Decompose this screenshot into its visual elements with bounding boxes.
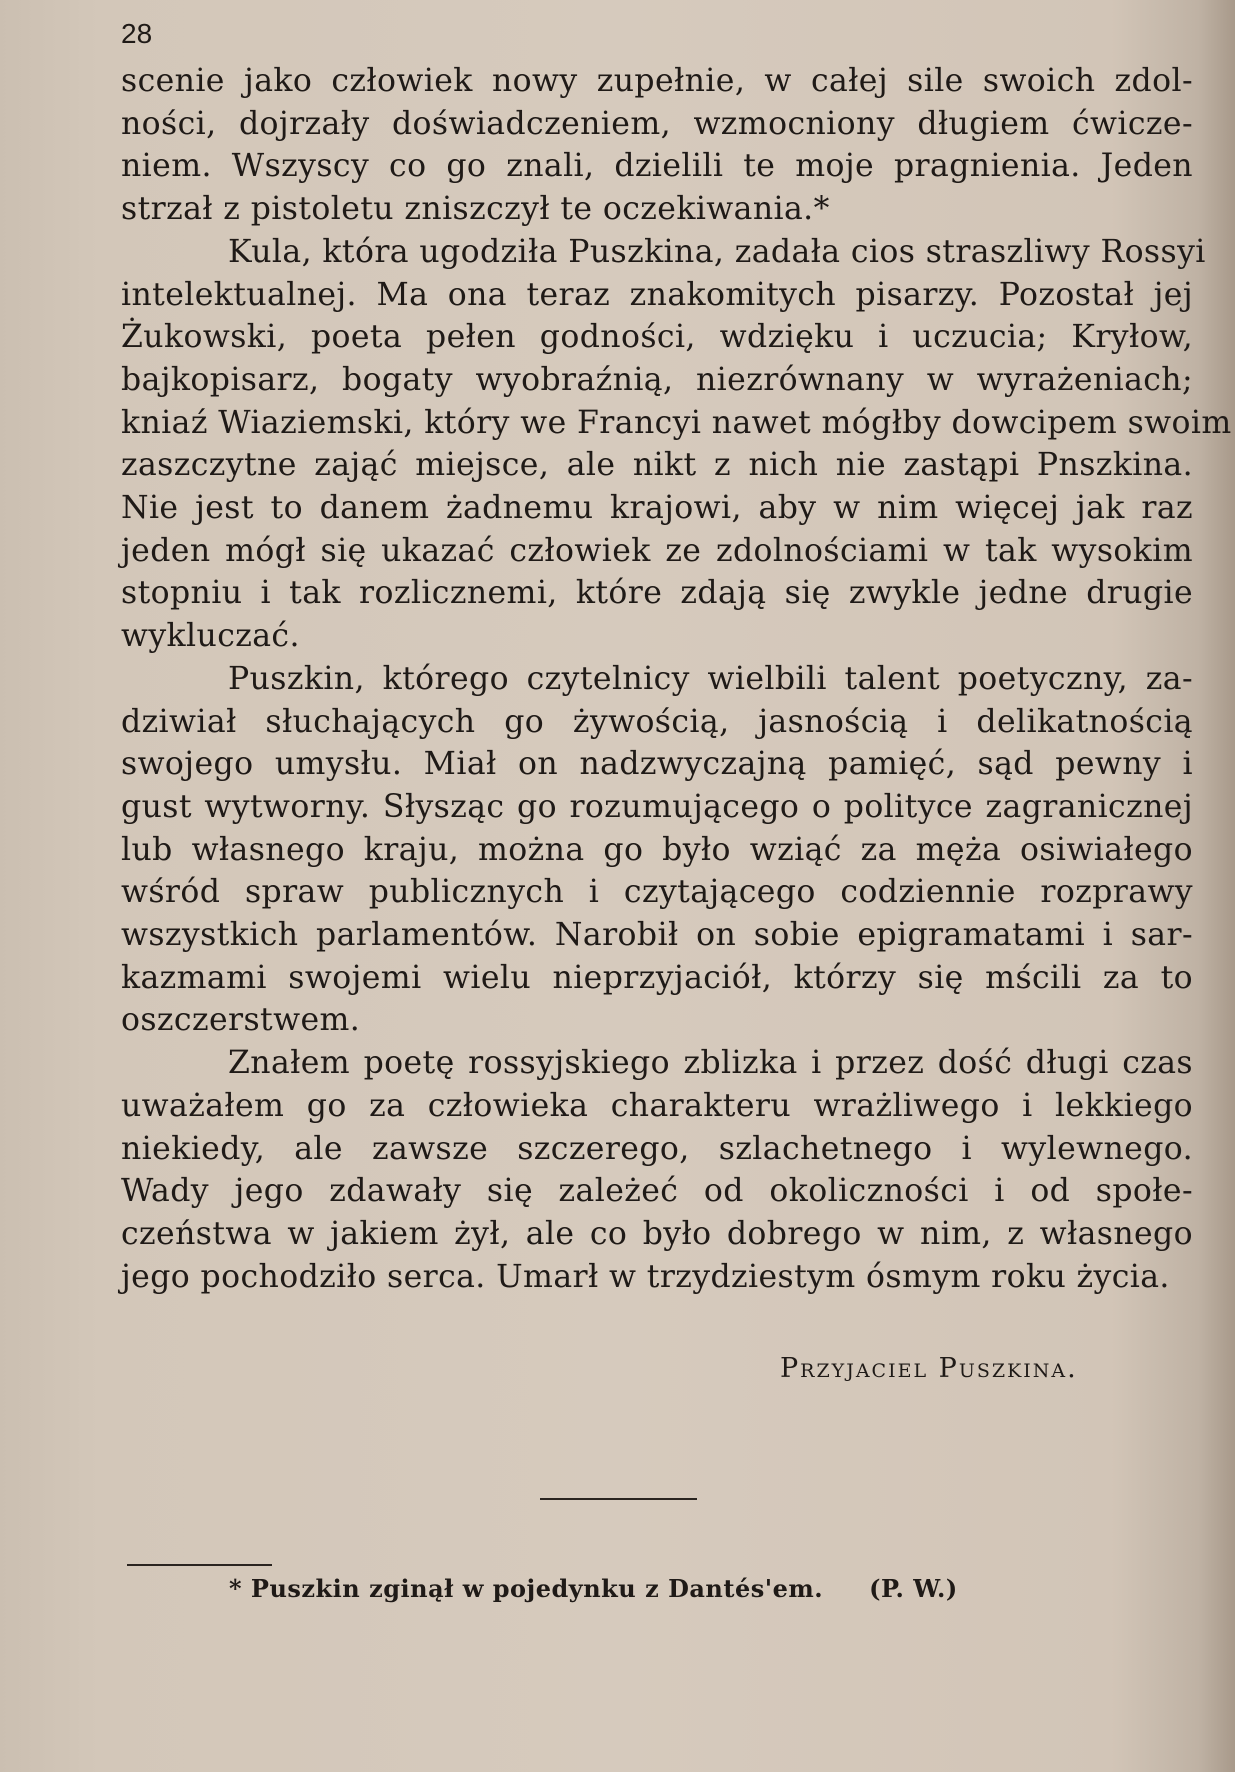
text-line: swojego umysłu. Miał on nadzwyczajną pamięć, sąd pewny i	[121, 746, 1193, 783]
text-line: stopniu i tak rozlicznemi, które zdają się zwykle jedne drugie	[121, 575, 1193, 612]
text-line: gust wytworny. Słysząc go rozumującego o polityce zagranicznej	[121, 788, 1193, 825]
text-line: dziwiał słuchających go żywością, jasnością i delikatnością	[121, 703, 1193, 740]
text-line: kazmami swojemi wielu nieprzyjaciół, którzy się mścili za to	[121, 959, 1193, 996]
footnote-rule	[127, 1564, 272, 1566]
text-line: intelektualnej. Ma ona teraz znakomitych pisarzy. Pozostał jej	[121, 276, 1193, 313]
text-line: wśród spraw publicznych i czytającego codziennie rozprawy	[121, 874, 1193, 911]
text-line: jeden mógł się ukazać człowiek ze zdolnościami w tak wysokim	[121, 532, 1193, 569]
text-line: oszczerstwem.	[121, 1002, 361, 1039]
text-line: niekiedy, ale zawsze szczerego, szlachetnego i wylewnego.	[121, 1130, 1193, 1167]
footnote-text: * Puszkin zginął w pojedynku z Dantés'em.	[229, 1574, 824, 1603]
text-line: Wady jego zdawały się zależeć od okoliczności i od społe-	[121, 1173, 1193, 1210]
text-line: Puszkin, którego czytelnicy wielbili talent poetyczny, za-	[228, 660, 1193, 697]
text-line: kniaź Wiaziemski, który we Francyi nawet mógłby dowcipem swoim	[121, 404, 1232, 441]
text-line: czeństwa w jakiem żył, ale co było dobrego w nim, z własnego	[121, 1215, 1193, 1252]
text-line: strzał z pistoletu zniszczył te oczekiwania.*	[121, 191, 830, 228]
text-line: Kula, która ugodziła Puszkina, zadała cios straszliwy Rossyi	[228, 233, 1206, 270]
text-line: lub własnego kraju, można go było wziąć za męża osiwiałego	[121, 831, 1193, 868]
signature: Przyjaciel Puszkina.	[780, 1353, 1078, 1384]
text-line: Żukowski, poeta pełen godności, wdzięku i uczucia; Kryłow,	[121, 319, 1193, 356]
body-text	[121, 60, 1232, 1298]
text-line: niem. Wszyscy co go znali, dzielili te moje pragnienia. Jeden	[121, 148, 1193, 185]
section-divider	[540, 1498, 697, 1500]
footnote-tag: (P. W.)	[869, 1574, 958, 1603]
text-line: wykluczać.	[121, 618, 300, 655]
text-line: Nie jest to danem żadnemu krajowi, aby w nim więcej jak raz	[121, 490, 1193, 527]
text-line: jego pochodziło serca. Umarł w trzydziestym ósmym roku życia.	[121, 1258, 1170, 1295]
text-line: zaszczytne zająć miejsce, ale nikt z nich nie zastąpi Pnszkina.	[121, 447, 1193, 484]
text-line: wszystkich parlamentów. Narobił on sobie epigramatami i sar-	[121, 917, 1193, 954]
page-number: 28	[121, 18, 153, 49]
text-line: ności, dojrzały doświadczeniem, wzmocniony długiem ćwicze-	[121, 105, 1193, 142]
footnote	[229, 1574, 958, 1603]
text-line: Znałem poetę rossyjskiego zblizka i przez dość długi czas	[228, 1045, 1193, 1082]
text-line: uważałem go za człowieka charakteru wrażliwego i lekkiego	[121, 1087, 1193, 1124]
text-line: bajkopisarz, bogaty wyobraźnią, niezrównany w wyrażeniach;	[121, 361, 1193, 398]
text-line: scenie jako człowiek nowy zupełnie, w całej sile swoich zdol-	[121, 63, 1193, 99]
